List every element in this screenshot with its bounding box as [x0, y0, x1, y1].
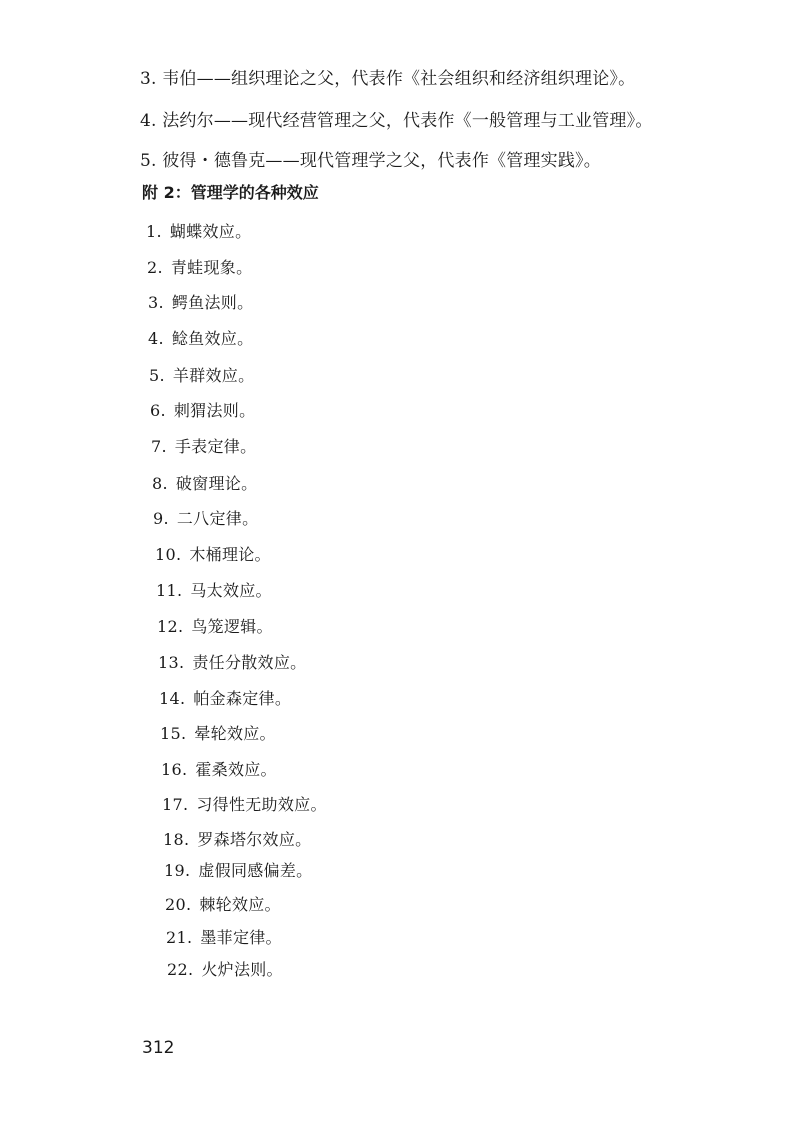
list-item-number: 11. — [156, 581, 183, 600]
list-item — [165, 892, 281, 915]
list-item-number: 14. — [159, 689, 186, 708]
list-item-number: 4. — [148, 329, 164, 348]
list-item-text: 墨菲定律。 — [200, 928, 282, 947]
list-item-number: 6. — [150, 401, 166, 420]
list-item — [151, 434, 256, 457]
list-item-number: 10. — [155, 545, 182, 564]
list-item-text: 鸟笼逻辑。 — [191, 617, 273, 636]
list-item-text: 二八定律。 — [176, 509, 259, 528]
list-item-number: 15. — [160, 724, 187, 743]
list-item-text: 罗森塔尔效应。 — [197, 830, 312, 849]
list-item — [148, 290, 253, 313]
list-item-text: 蝴蝶效应。 — [169, 222, 252, 241]
list-item-text: 帕金森定律。 — [193, 689, 292, 708]
list-item-text: 破窗理论。 — [175, 474, 258, 493]
list-item — [150, 398, 255, 421]
list-item-number: 20. — [165, 895, 192, 914]
list-item-text: 木桶理论。 — [189, 545, 271, 564]
list-item-number: 7. — [151, 437, 167, 456]
list-item-text: 刺猬法则。 — [173, 401, 256, 420]
list-item-text: 羊群效应。 — [172, 366, 255, 385]
list-item-number: 22. — [167, 960, 194, 979]
list-item-number: 3. — [148, 293, 164, 312]
list-item-text: 责任分散效应。 — [192, 653, 307, 672]
list-item-text: 鳄鱼法则。 — [171, 293, 254, 312]
list-item — [167, 957, 283, 980]
list-item — [148, 326, 253, 349]
list-item — [166, 925, 282, 948]
list-item-text: 手表定律。 — [174, 437, 257, 456]
list-item — [153, 506, 258, 529]
list-item — [146, 219, 251, 242]
list-item-number: 2. — [147, 258, 163, 277]
intro-line-drucker: 5. 彼得・德鲁克——现代管理学之父，代表作《管理实践》。 — [140, 151, 601, 171]
list-item — [147, 255, 252, 278]
list-item-number: 19. — [164, 861, 191, 880]
list-item — [160, 721, 276, 744]
list-item-text: 习得性无助效应。 — [196, 795, 327, 814]
list-item — [156, 578, 272, 601]
list-item — [158, 650, 306, 673]
list-item-text: 青蛙现象。 — [170, 258, 253, 277]
list-item-text: 霍桑效应。 — [195, 760, 277, 779]
list-item-number: 1. — [146, 222, 162, 241]
list-item-number: 9. — [153, 509, 169, 528]
list-item — [152, 471, 257, 494]
list-item-number: 18. — [163, 830, 190, 849]
list-item — [161, 757, 277, 780]
section-heading: 附 2：管理学的各种效应 — [142, 183, 319, 202]
intro-line-fayol: 4. 法约尔——现代经营管理之父，代表作《一般管理与工业管理》。 — [140, 111, 653, 131]
list-item-number: 21. — [166, 928, 193, 947]
list-item-number: 8. — [152, 474, 168, 493]
intro-line-weber: 3. 韦伯——组织理论之父，代表作《社会组织和经济组织理论》。 — [140, 69, 636, 89]
page-number: 312 — [142, 1038, 175, 1058]
list-item-number: 12. — [157, 617, 184, 636]
list-item-number: 17. — [162, 795, 189, 814]
list-item-text: 鲶鱼效应。 — [171, 329, 254, 348]
list-item — [155, 542, 271, 565]
list-item-number: 16. — [161, 760, 188, 779]
list-item — [157, 614, 273, 637]
list-item-text: 晕轮效应。 — [194, 724, 276, 743]
list-item-text: 虚假同感偏差。 — [198, 861, 313, 880]
list-item-number: 13. — [158, 653, 185, 672]
list-item — [149, 363, 254, 386]
list-item — [163, 827, 311, 850]
list-item — [162, 792, 327, 815]
list-item-number: 5. — [149, 366, 165, 385]
list-item-text: 火炉法则。 — [201, 960, 283, 979]
list-item — [159, 686, 291, 709]
list-item-text: 马太效应。 — [190, 581, 272, 600]
list-item-text: 棘轮效应。 — [199, 895, 281, 914]
list-item — [164, 858, 312, 881]
